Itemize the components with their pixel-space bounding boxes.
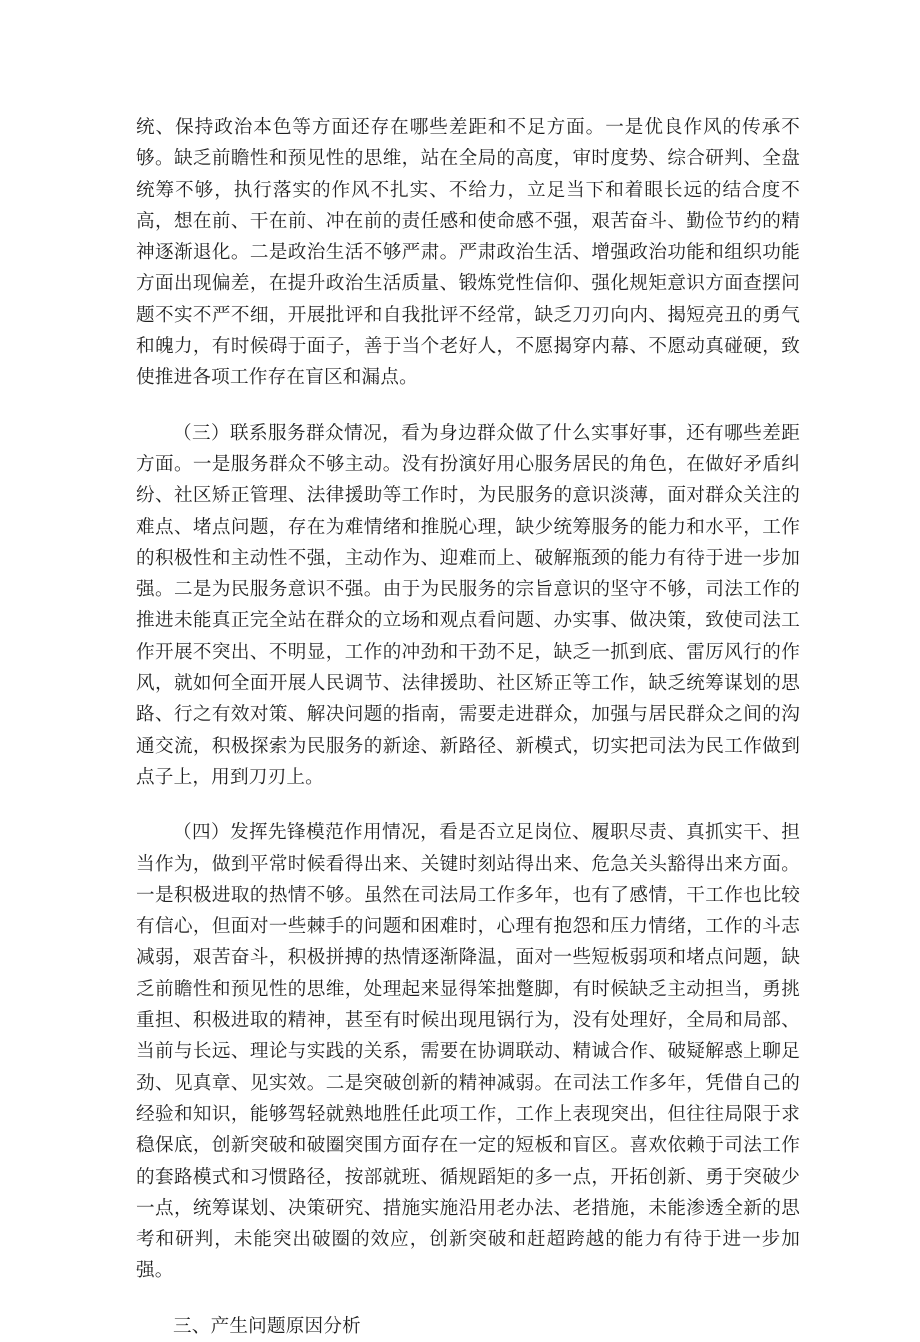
document-body [136, 112, 800, 1342]
paragraph-continuation: 统、保持政治本色等方面还存在哪些差距和不足方面。一是优良作风的传承不够。缺乏前瞻性和预见性的思维，站在全局的高度，审时度势、综合研判、全盘统筹不够，执行落实的作风不扎实、不给力，立足当下和着眼长远的结合度不高，想在前、干在前、冲在前的责任感和使命感不强，艰苦奋斗、勤俭节约的精神逐渐退化。二是政治生活不够严肃。严肃政治生活、增强政治功能和组织功能方面出现偏差，在提升政治生活质量、锻炼党性信仰、强化规矩意识方面查摆问题不实不严不细，开展批评和自我批评不经常，缺乏刀刃向内、揭短亮丑的勇气和魄力，有时候碍于面子，善于当个老好人，不愿揭穿内幕、不愿动真碰硬，致使推进各项工作存在盲区和漏点。 [136, 117, 800, 389]
section-heading: 三、产生问题原因分析 [173, 1315, 361, 1337]
paragraph-vanguard-role: （四）发挥先锋模范作用情况，看是否立足岗位、履职尽责、真抓实干、担当作为，做到平常时候看得出来、关键时刻站得出来、危急关头豁得出来方面。一是积极进取的热情不够。虽然在司法局工作多年，也有了感情，干工作也比较有信心，但面对一些棘手的问题和困难时，心理有抱怨和压力情绪，工作的斗志减弱，艰苦奋斗，积极拼搏的热情逐渐降温，面对一些短板弱项和堵点问题，缺乏前瞻性和预见性的思维，处理起来显得笨拙蹩脚，有时候缺乏主动担当，勇挑重担、积极进取的精神，甚至有时候出现甩锅行为，没有处理好，全局和局部、当前与长远、理论与实践的关系，需要在协调联动、精诚合作、破疑解惑上聊足劲、见真章、见实效。二是突破创新的精神减弱。在司法工作多年，凭借自己的经验和知识，能够驾轻就熟地胜任此项工作，工作上表现突出，但往往局限于求稳保底，创新突破和破圈突围方面存在一定的短板和盲区。喜欢依赖于司法工作的套路模式和习惯路径，按部就班、循规蹈矩的多一点，开拓创新、勇于突破少一点，统筹谋划、决策研究、措施实施沿用老办法、老措施，未能渗透全新的思考和研判，未能突出破圈的效应，创新突破和赶超跨越的能力有待于进一步加强。 [136, 822, 800, 1282]
paragraph-contact-service-masses: （三）联系服务群众情况，看为身边群众做了什么实事好事，还有哪些差距方面。一是服务群众不够主动。没有扮演好用心服务居民的角色，在做好矛盾纠纷、社区矫正管理、法律援助等工作时，为民服务的意识淡薄，面对群众关注的难点、堵点问题，存在为难情绪和推脱心理，缺少统筹服务的能力和水平，工作的积极性和主动性不强，主动作为、迎难而上、破解瓶颈的能力有待于进一步加强。二是为民服务意识不强。由于为民服务的宗旨意识的坚守不够，司法工作的推进未能真正完全站在群众的立场和观点看问题、办实事、做决策，致使司法工作开展不突出、不明显，工作的冲劲和干劲不足，缺乏一抓到底、雷厉风行的作风，就如何全面开展人民调节、法律援助、社区矫正等工作，缺乏统筹谋划的思路、行之有效对策、解决问题的指南，需要走进群众，加强与居民群众之间的沟通交流，积极探索为民服务的新途、新路径、新模式，切实把司法为民工作做到点子上，用到刀刃上。 [136, 422, 800, 788]
